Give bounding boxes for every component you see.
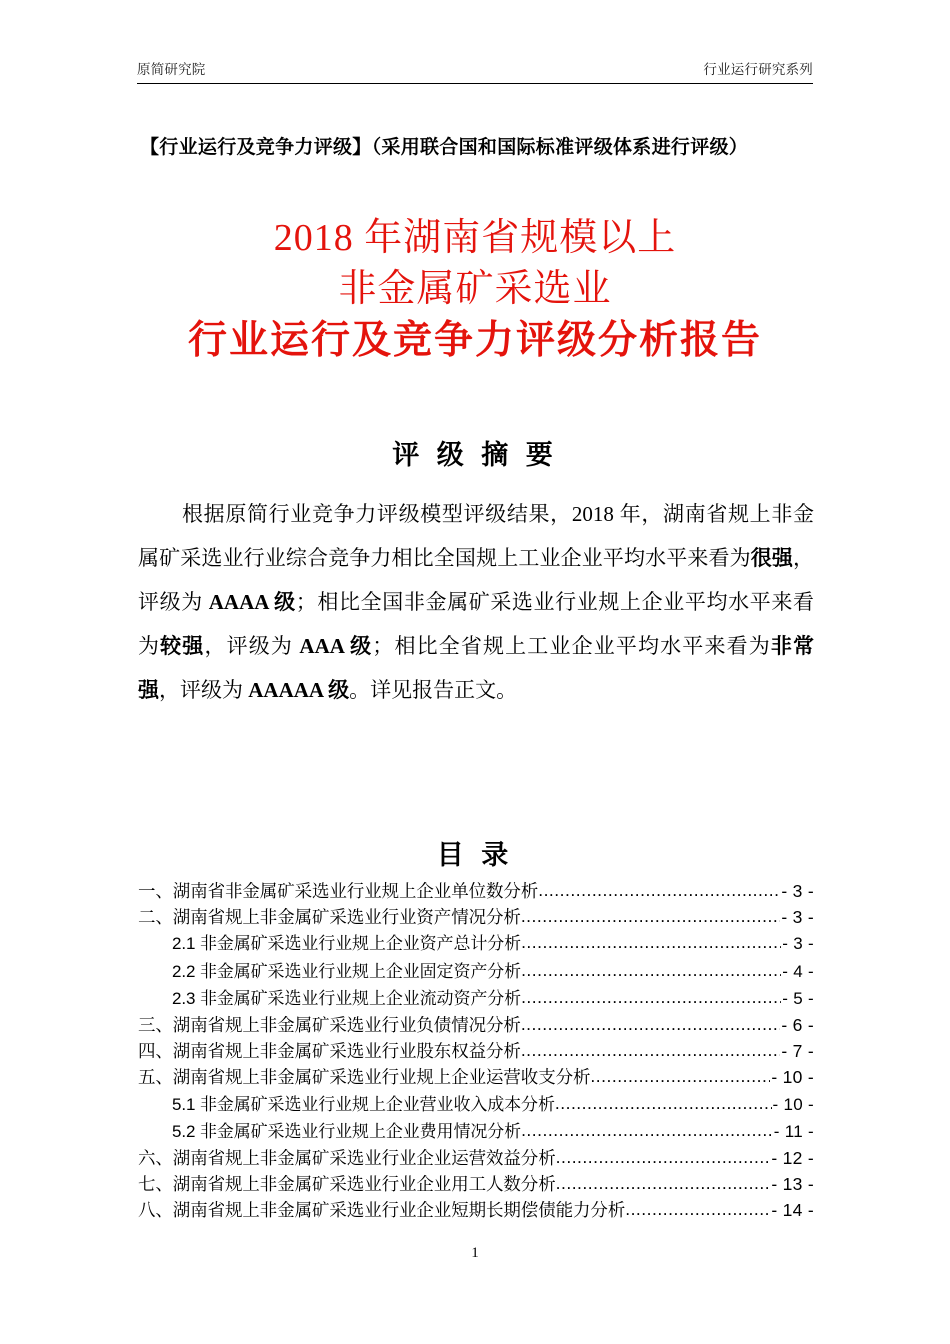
toc-entry-label: 七、湖南省规上非金属矿采选业行业企业用工人数分析 [138, 1174, 556, 1195]
toc-entry-label: 2.3 非金属矿采选业行业规上企业流动资产分析 [172, 988, 522, 1008]
summary-emphasis: AAAAA 级 [248, 678, 350, 702]
summary-heading: 评 级 摘 要 [392, 440, 558, 470]
toc-entry-page: - 11 - [773, 1121, 814, 1141]
summary-emphasis: AAA 级 [299, 634, 373, 658]
toc-entry-page: - 3 - [781, 907, 814, 928]
toc-entry[interactable] [138, 878, 814, 904]
toc-dot-leader [521, 958, 781, 983]
toc-entry-page: - 3 - [782, 934, 814, 954]
report-title [0, 213, 950, 366]
summary-emphasis: AAAA 级 [208, 590, 296, 614]
summary-paragraph [138, 492, 814, 712]
summary-text: ，评级为 [204, 634, 300, 658]
toc-entry[interactable] [138, 1012, 814, 1038]
toc-dot-leader [538, 878, 780, 903]
toc-dot-leader [521, 985, 781, 1010]
summary-emphasis: 很强 [750, 546, 794, 570]
summary-text: 根据原简行业竞争力评级模型评级结果，2018 年，湖南省规上非金属矿采选业行业综合竞争力相比全国规上工业企业平均水平来看为 [138, 502, 814, 570]
toc-entry-page: - 6 - [781, 1015, 814, 1036]
toc-entry[interactable] [138, 1091, 814, 1118]
toc-entry-label: 四、湖南省规上非金属矿采选业行业股东权益分析 [138, 1041, 521, 1062]
toc-entry[interactable] [138, 1171, 814, 1197]
toc-dot-leader [521, 1038, 781, 1063]
header-institution: 原简研究院 [137, 62, 206, 77]
toc-entry-page: - 4 - [782, 961, 814, 981]
table-of-contents [138, 878, 814, 1224]
toc-entry-label: 5.2 非金属矿采选业行业规上企业费用情况分析 [172, 1121, 522, 1141]
toc-entry-label: 2.1 非金属矿采选业行业规上企业资产总计分析 [172, 934, 522, 954]
toc-dot-leader [521, 1118, 773, 1143]
summary-text: ；相比全国非金属矿采选业行业规上企业平均水平来看为 [138, 590, 814, 658]
summary-emphasis: 较强 [160, 634, 205, 658]
toc-entry-page: - 14 - [771, 1200, 814, 1221]
toc-dot-leader [521, 1012, 781, 1037]
toc-entry[interactable] [138, 1197, 814, 1223]
toc-entry-page: - 10 - [772, 1094, 814, 1114]
toc-entry-label: 二、湖南省规上非金属矿采选业行业资产情况分析 [138, 907, 521, 928]
header-series: 行业运行研究系列 [703, 62, 813, 77]
summary-text: ；相比全省规上工业企业平均水平来看为 [372, 634, 771, 658]
toc-entry-label: 5.1 非金属矿采选业行业规上企业营业收入成本分析 [172, 1094, 555, 1114]
report-title-line-2: 非金属矿采选业 [338, 268, 612, 310]
summary-text: ，评级为 [159, 678, 249, 702]
toc-dot-leader [556, 1171, 771, 1196]
toc-dot-leader [521, 904, 781, 929]
toc-dot-leader [521, 930, 781, 955]
report-title-line-1: 2018 年湖南省规模以上 [273, 217, 677, 259]
footer-page-number: 1 [471, 1245, 479, 1261]
toc-entry-page: - 13 - [771, 1174, 814, 1195]
toc-entry-label: 五、湖南省规上非金属矿采选业行业规上企业运营收支分析 [138, 1067, 591, 1088]
toc-entry-label: 六、湖南省规上非金属矿采选业行业企业运营效益分析 [138, 1148, 556, 1169]
running-header [137, 62, 813, 84]
toc-entry[interactable] [138, 985, 814, 1012]
toc-heading: 目 录 [436, 840, 514, 870]
toc-entry-label: 三、湖南省规上非金属矿采选业行业负债情况分析 [138, 1015, 521, 1036]
toc-entry[interactable] [138, 930, 814, 957]
toc-entry[interactable] [138, 1064, 814, 1090]
toc-entry-page: - 10 - [771, 1067, 814, 1088]
toc-entry-label: 2.2 非金属矿采选业行业规上企业固定资产分析 [172, 961, 522, 981]
toc-entry[interactable] [138, 1145, 814, 1171]
toc-dot-leader [625, 1197, 770, 1222]
toc-entry-label: 一、湖南省非金属矿采选业行业规上企业单位数分析 [138, 881, 539, 901]
summary-emphasis: 非常强 [138, 634, 815, 702]
toc-dot-leader [555, 1091, 772, 1116]
toc-dot-leader [590, 1064, 770, 1089]
toc-entry-label: 八、湖南省规上非金属矿采选业行业企业短期长期偿债能力分析 [138, 1200, 626, 1221]
toc-entry[interactable] [138, 1118, 814, 1145]
report-title-line-3: 行业运行及竞争力评级分析报告 [187, 319, 762, 362]
summary-text: 。详见报告正文。 [349, 678, 518, 702]
toc-entry-page: - 5 - [782, 988, 814, 1008]
toc-entry[interactable] [138, 1038, 814, 1064]
toc-dot-leader [556, 1145, 771, 1170]
toc-entry[interactable] [138, 904, 814, 930]
toc-entry-page: - 3 - [781, 881, 814, 901]
toc-entry-page: - 12 - [771, 1148, 814, 1169]
report-kicker: 【行业运行及竞争力评级】（采用联合国和国际标准评级体系进行评级） [140, 137, 749, 158]
toc-entry[interactable] [138, 958, 814, 985]
toc-entry-page: - 7 - [781, 1041, 814, 1062]
summary-text: ，评级为 [138, 546, 815, 614]
